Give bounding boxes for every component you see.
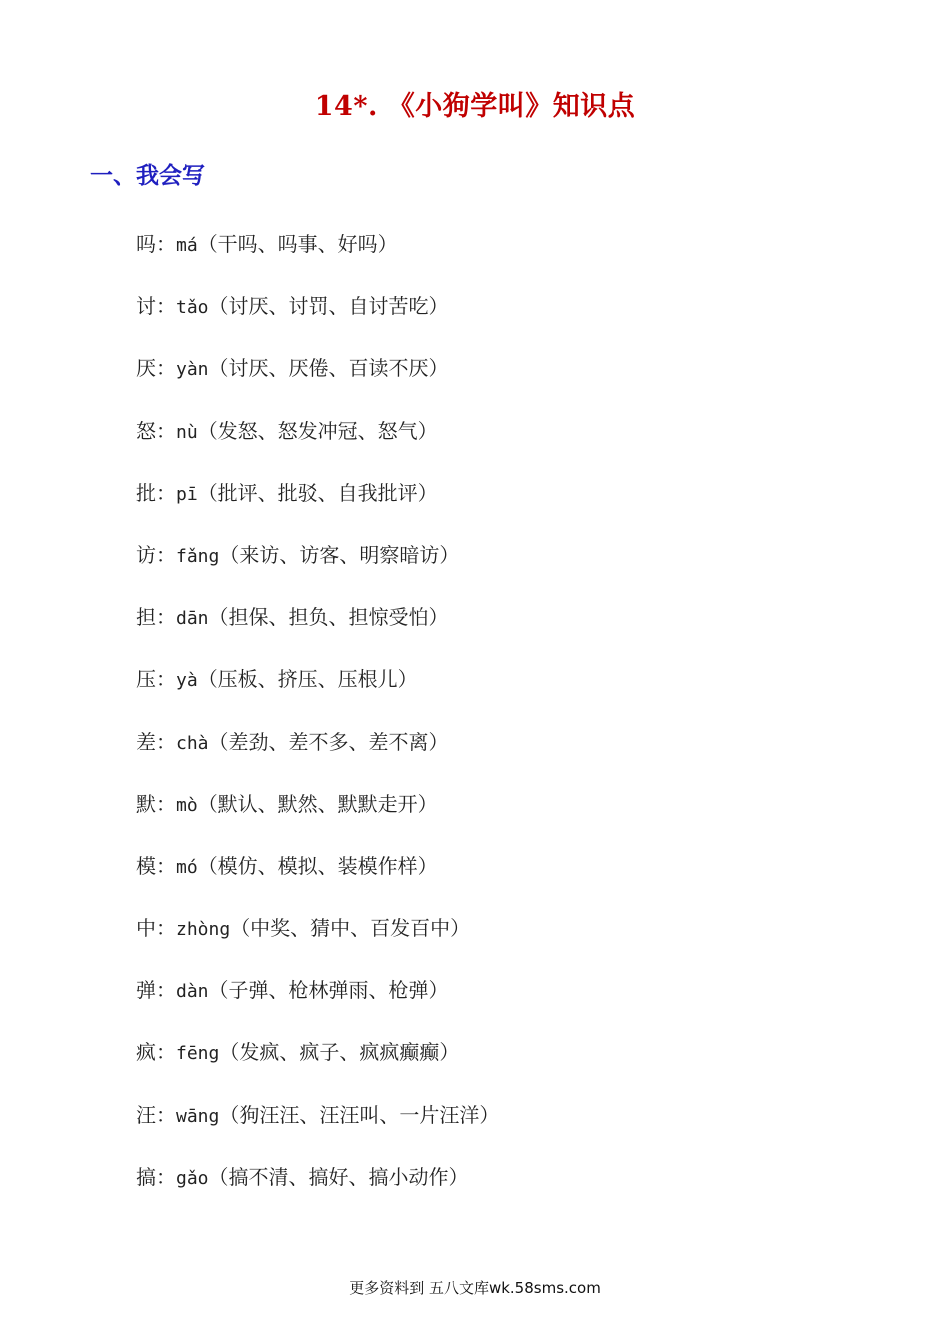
word-entry [136,290,499,352]
word-character: 讨 [136,294,156,319]
word-character: 厌 [136,356,156,381]
word-list [136,228,499,1223]
word-entry [136,228,499,290]
word-separator: ： [156,542,176,567]
word-character: 默 [136,791,156,816]
word-entry [136,415,499,477]
word-examples: （模仿、模拟、装模作样） [197,853,438,878]
word-pinyin: tǎo [176,297,209,319]
word-separator: ： [156,294,176,319]
word-entry [136,1099,499,1161]
word-examples: （搞不清、搞好、搞小动作） [208,1164,469,1189]
word-entry [136,974,499,1036]
word-character: 汪 [136,1102,156,1127]
word-examples: （发怒、怒发冲冠、怒气） [197,418,438,443]
word-separator: ： [156,418,176,443]
word-separator: ： [156,356,176,381]
word-examples: （干吗、吗事、好吗） [197,232,398,256]
word-character: 担 [136,605,156,630]
word-separator: ： [156,729,176,754]
word-separator: ： [156,978,176,1003]
word-pinyin: zhòng [176,919,231,941]
word-separator: ： [156,853,176,878]
word-separator: ： [156,605,176,630]
word-examples: （中奖、猜中、百发百中） [230,916,471,941]
word-character: 中 [136,916,156,941]
word-character: 批 [136,480,156,505]
word-character: 模 [136,853,156,878]
word-separator: ： [156,916,176,941]
word-pinyin: chà [176,732,209,754]
word-entry [136,601,499,663]
word-examples: （批评、批驳、自我批评） [197,480,438,505]
word-separator: ： [156,791,176,816]
word-entry [136,1036,499,1098]
word-character: 搞 [136,1164,156,1189]
word-pinyin: pī [176,483,198,505]
footer-link[interactable]: 更多资料到 五八文库wk.58sms.com [349,1279,601,1297]
word-examples: （默认、默然、默默走开） [197,791,438,816]
word-character: 差 [136,729,156,754]
word-entry [136,726,499,788]
word-entry [136,663,499,725]
word-character: 访 [136,542,156,567]
word-examples: （子弹、枪林弹雨、枪弹） [208,978,449,1003]
word-character: 疯 [136,1040,156,1065]
page-title: 14*. 《小狗学叫》知识点 [314,91,636,122]
word-examples: （来访、访客、明察暗访） [219,542,460,567]
word-pinyin: fēng [176,1043,220,1065]
word-character: 吗 [136,232,156,256]
word-examples: （压板、挤压、压根儿） [197,667,418,692]
word-character: 压 [136,667,156,692]
word-separator: ： [156,232,176,256]
word-entry [136,477,499,539]
word-pinyin: dān [176,608,209,630]
word-pinyin: nù [176,421,198,443]
word-pinyin: dàn [176,981,209,1003]
word-entry [136,539,499,601]
word-pinyin: mó [176,856,198,878]
word-examples: （讨厌、讨罚、自讨苦吃） [208,294,449,319]
word-separator: ： [156,1102,176,1127]
word-entry [136,912,499,974]
word-pinyin: yàn [176,359,209,381]
word-entry [136,1161,499,1223]
word-entry [136,850,499,912]
word-pinyin: gǎo [176,1167,209,1189]
word-examples: （讨厌、厌倦、百读不厌） [208,356,449,381]
word-character: 弹 [136,978,156,1003]
word-entry [136,788,499,850]
word-pinyin: yà [176,670,198,692]
word-separator: ： [156,1164,176,1189]
word-examples: （差劲、差不多、差不离） [208,729,449,754]
word-examples: （发疯、疯子、疯疯癫癫） [219,1040,460,1065]
word-pinyin: mò [176,794,198,816]
word-entry [136,352,499,414]
word-separator: ： [156,1040,176,1065]
word-character: 怒 [136,418,156,443]
word-pinyin: má [176,235,198,256]
word-pinyin: wāng [176,1105,220,1127]
section-heading: 一、我会写 [90,162,205,189]
word-examples: （狗汪汪、汪汪叫、一片汪洋） [219,1102,500,1127]
word-examples: （担保、担负、担惊受怕） [208,605,449,630]
word-separator: ： [156,480,176,505]
word-pinyin: fǎng [176,545,220,567]
word-separator: ： [156,667,176,692]
